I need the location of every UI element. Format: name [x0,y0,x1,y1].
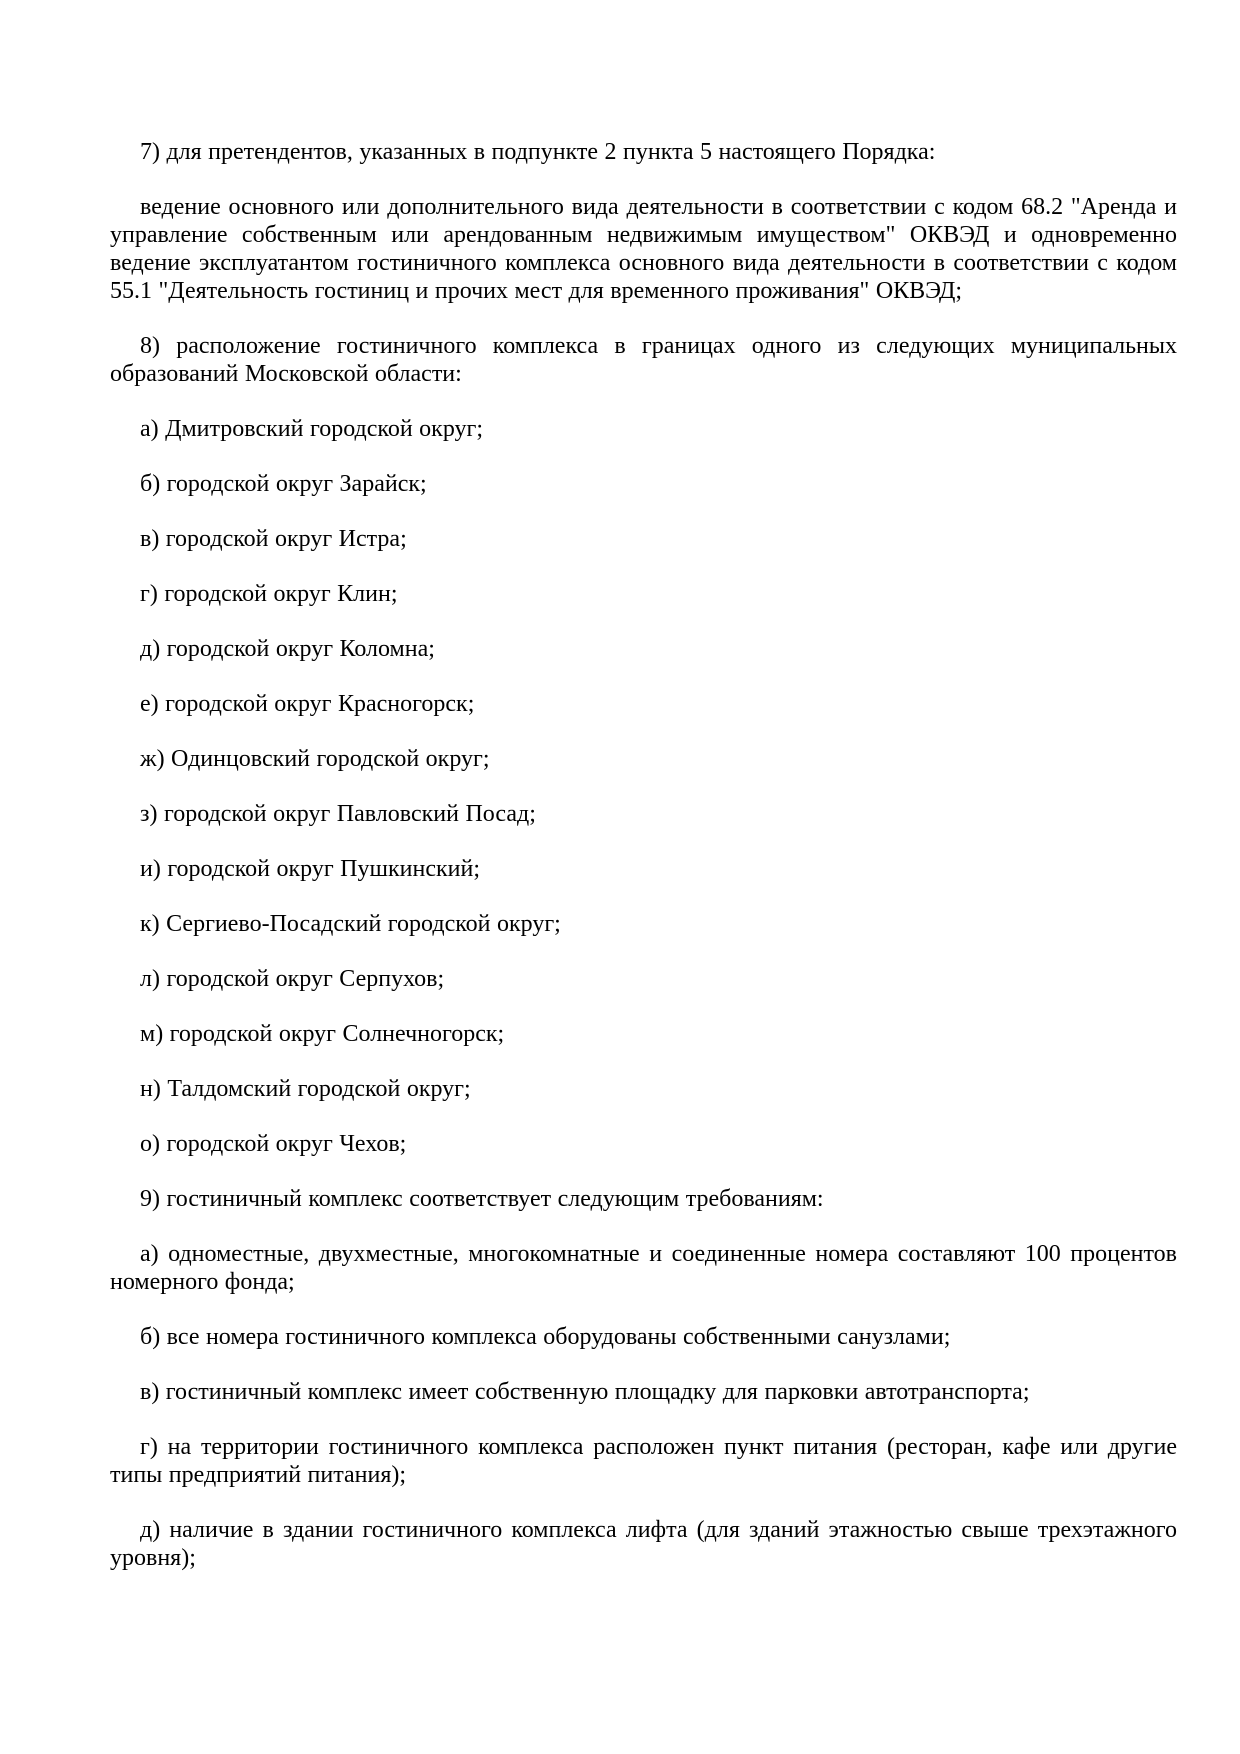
municipality-z-pavlovsky-posad: з) городской округ Павловский Посад; [140,801,536,827]
requirement-v-parking: в) гостиничный комплекс имеет собственную площадку для парковки автотранспорта; [140,1379,1030,1405]
municipality-d-kolomna: д) городской округ Коломна; [140,636,435,662]
municipality-m-solnechnogorsk: м) городской округ Солнечногорск; [140,1021,505,1047]
municipality-a-dmitrovsky: а) Дмитровский городской округ; [140,416,484,442]
clause-8-intro: 8) расположение гостиничного комплекса в границах одного из следующих муниципальных образований Московской области: [110,333,1177,387]
requirement-b-bathrooms: б) все номера гостиничного комплекса оборудованы собственными санузлами; [140,1324,951,1350]
municipality-e-krasnogorsk: е) городской округ Красногорск; [140,691,475,717]
municipality-k-sergiyevo-posadsky: к) Сергиево-Посадский городской округ; [140,911,561,937]
requirement-d-elevator: д) наличие в здании гостиничного комплекса лифта (для зданий этажностью свыше трехэтажного уровня); [110,1517,1177,1571]
requirement-g-food-service: г) на территории гостиничного комплекса расположен пункт питания (ресторан, кафе или другие типы предприятий питания); [110,1434,1177,1488]
municipality-l-serpukhov: л) городской округ Серпухов; [140,966,445,992]
clause-7-intro: 7) для претендентов, указанных в подпункте 2 пункта 5 настоящего Порядка: [140,139,936,165]
clause-7-okved-requirement: ведение основного или дополнительного вида деятельности в соответствии с кодом 68.2 "Аренда и управление собственным или арендованным недвижимым имуществом" ОКВЭД и одновременно ведение эксплуатантом гостиничного комплекса основного вида деятельности в соответствии с кодом 55.1 "Деятельность гостиниц и прочих мест для временного проживания" ОКВЭД; [110,194,1177,304]
clause-9-intro: 9) гостиничный комплекс соответствует следующим требованиям: [140,1186,824,1212]
municipality-n-taldomsky: н) Талдомский городской округ; [140,1076,471,1102]
municipality-o-chekhov: о) городской округ Чехов; [140,1131,407,1157]
municipality-g-klin: г) городской округ Клин; [140,581,398,607]
municipality-v-istra: в) городской округ Истра; [140,526,407,552]
municipality-b-zaraysk: б) городской округ Зарайск; [140,471,427,497]
requirement-a-room-types: а) одноместные, двухместные, многокомнатные и соединенные номера составляют 100 процентов номерного фонда; [110,1241,1177,1295]
municipality-i-pushkinsky: и) городской округ Пушкинский; [140,856,480,882]
document-body [110,138,1177,1572]
municipality-zh-odintsovsky: ж) Одинцовский городской округ; [140,746,490,772]
